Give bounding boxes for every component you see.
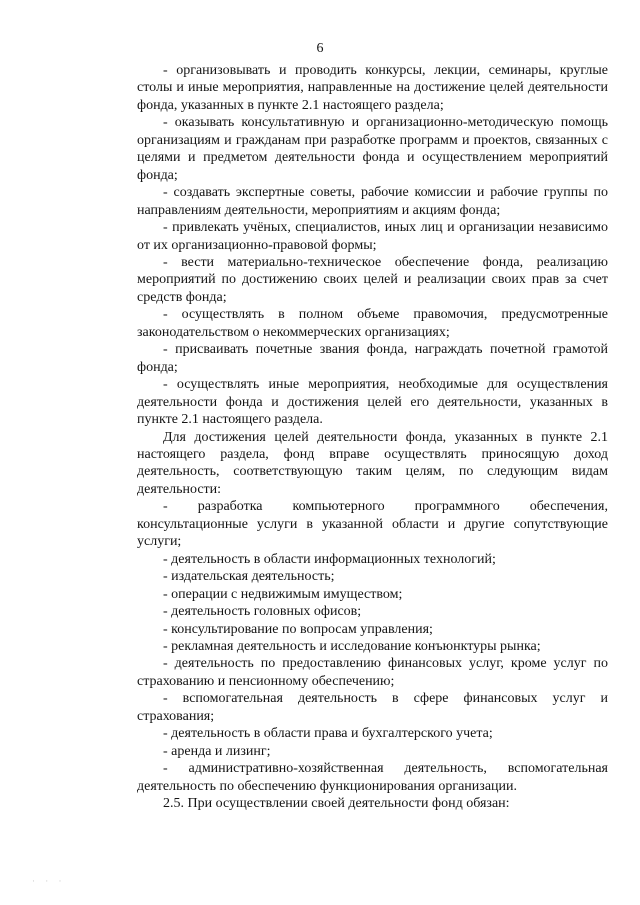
paragraph: - деятельность по предоставлению финансовых услуг, кроме услуг по страхованию и пенсионному обеспечению; [137,656,608,689]
paragraph: - вспомогательная деятельность в сфере финансовых услуг и страхования; [137,691,608,724]
paragraph: - деятельность в области информационных технологий; [163,551,496,567]
paragraph: - оказывать консультативную и организационно-методическую помощь организациям и гражданам при разработке программ и проектов, связанных с целями и предметом деятельности фонда и осуществлением мероприятий фонда; [137,115,608,183]
paragraph: 2.5. При осуществлении своей деятельности фонд обязан: [163,796,510,812]
paragraph: - издательская деятельность; [163,569,335,585]
scan-speckles: · · · [32,876,66,886]
paragraph: - аренда и лизинг; [163,743,271,759]
paragraph: Для достижения целей деятельности фонда, указанных в пункте 2.1 настоящего раздела, фонд вправе осуществлять приносящую доход деятельность, соответствующую таким целям, по следующим видам деятельности: [137,429,608,497]
paragraph: - деятельность головных офисов; [163,604,362,620]
paragraph: - административно-хозяйственная деятельность, вспомогательная деятельность по обеспечению функционирования организации. [137,761,608,794]
document-body [137,62,608,812]
paragraph: - операции с недвижимым имуществом; [163,586,403,602]
paragraph: - создавать экспертные советы, рабочие комиссии и рабочие группы по направлениям деятельности, мероприятиям и акциям фонда; [137,185,608,218]
paragraph: - привлекать учёных, специалистов, иных лиц и организации независимо от их организационно-правовой формы; [137,220,608,253]
paragraph: - рекламная деятельность и исследование конъюнктуры рынка; [163,638,541,654]
paragraph: - осуществлять в полном объеме правомочия, предусмотренные законодательством о некоммерческих организациях; [137,307,608,340]
paragraph: - деятельность в области права и бухгалтерского учета; [163,726,493,742]
paragraph: - вести материально-техническое обеспечение фонда, реализацию мероприятий по достижению своих целей и реализации своих прав за счет средств фонда; [137,254,608,305]
paragraph: - организовывать и проводить конкурсы, лекции, семинары, круглые столы и иные мероприятия, направленные на достижение целей деятельности фонда, указанных в пункте 2.1 настоящего раздела; [137,63,608,113]
paragraph: - консультирование по вопросам управления; [163,621,433,637]
paragraph: - осуществлять иные мероприятия, необходимые для осуществления деятельности фонда и достижения целей его деятельности, указанных в пункте 2.1 настоящего раздела. [137,377,608,428]
paragraph: - разработка компьютерного программного обеспечения, консультационные услуги в указанной области и другие сопутствующие услуги; [137,499,608,550]
page-number: 6 [316,41,324,56]
paragraph: - присваивать почетные звания фонда, награждать почетной грамотой фонда; [137,342,608,375]
